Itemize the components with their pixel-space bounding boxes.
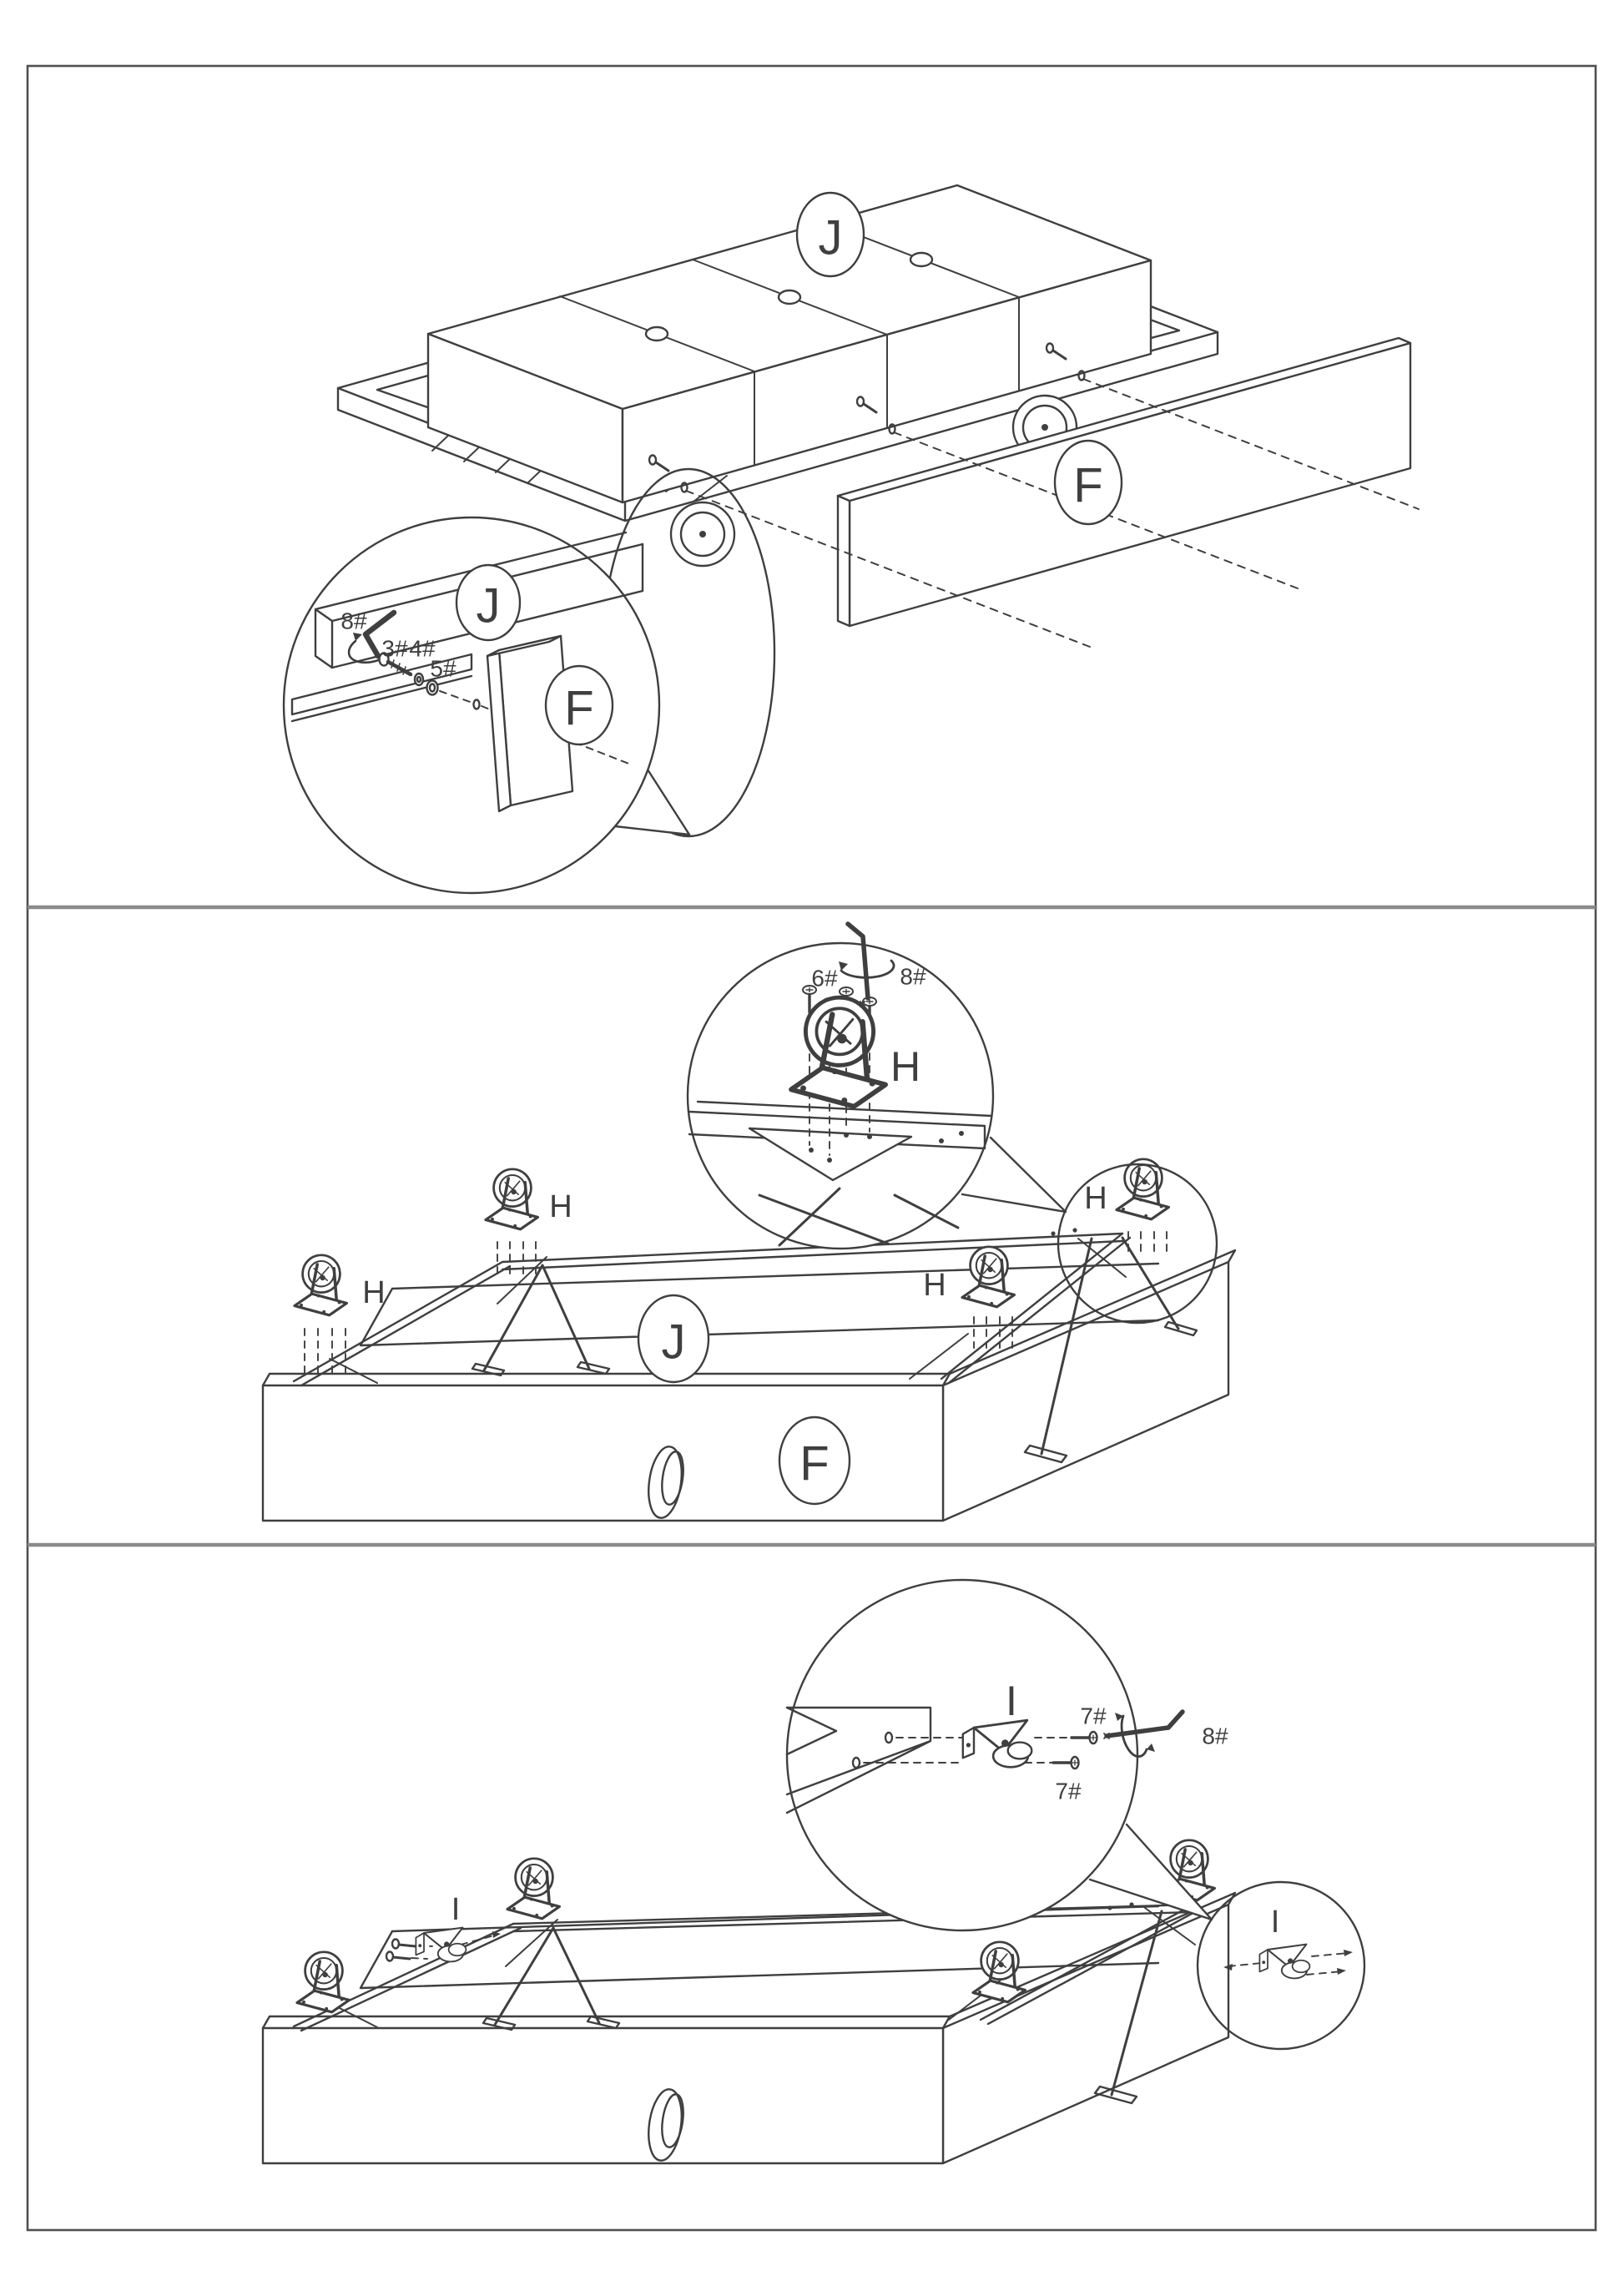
- caster-icon: [507, 1859, 559, 1919]
- label-caster-h-3: H: [923, 1268, 946, 1303]
- label-allen-key-8: 8#: [900, 963, 926, 990]
- label-screw-7-bottom: 7#: [1055, 1778, 1082, 1804]
- tuft-button: [910, 253, 932, 266]
- circled-label-sideboard-f: [1055, 441, 1122, 524]
- label-screw-6: 6#: [811, 965, 838, 992]
- tuft-button: [646, 327, 668, 341]
- svg-text:J: J: [818, 210, 843, 265]
- circled-label-frame-j: [638, 1295, 709, 1382]
- spring-washer-icon: [427, 681, 438, 695]
- diagram-root: [263, 185, 1419, 2163]
- label-glide-i-detail: I: [1006, 1678, 1017, 1724]
- svg-text:F: F: [1073, 458, 1103, 513]
- drawer-box: [263, 1893, 1235, 2163]
- glide-bracket-icon: [1259, 1945, 1309, 1979]
- label-allen-key-8: 8#: [1202, 1723, 1228, 1749]
- inset-glide-assembly: [1223, 1905, 1353, 1978]
- caster-icon: [962, 1247, 1014, 1307]
- svg-text:J: J: [476, 578, 501, 633]
- svg-text:J: J: [661, 1315, 686, 1370]
- label-glide-i-left: I: [451, 1892, 461, 1927]
- label-washer-4: 4#: [409, 635, 436, 662]
- caster-icon: [973, 1942, 1025, 2002]
- drawer-box: [263, 1250, 1235, 1521]
- washer-icon: [415, 674, 423, 685]
- detail-circle-1: [284, 517, 659, 893]
- glide-bracket-icon: [416, 1928, 466, 1962]
- label-caster-h-4: H: [1084, 1181, 1107, 1216]
- caster-icon: [297, 1952, 349, 2012]
- panel-step-3: [263, 1580, 1364, 2163]
- left-glide-assembly: [386, 1892, 501, 1961]
- circled-label-drawer-f: [779, 1417, 850, 1504]
- label-caster-h-2: H: [549, 1189, 572, 1224]
- circled-label-board-f: [546, 666, 613, 744]
- label-spring-washer-5: 5#: [430, 655, 456, 682]
- caster-icon: [486, 1169, 537, 1229]
- circled-label-mattress-j: [797, 193, 864, 276]
- svg-text:F: F: [799, 1436, 830, 1491]
- label-bolt-3: 3#: [381, 635, 408, 662]
- caster-icon: [295, 1255, 346, 1315]
- label-caster-h-detail: H: [890, 1043, 921, 1090]
- label-allen-key-8: 8#: [340, 608, 367, 634]
- panel-step-2: [263, 924, 1235, 1521]
- detail-circle-2: [688, 924, 993, 1249]
- label-glide-i-inset: I: [1270, 1905, 1280, 1940]
- tuft-button: [779, 290, 800, 304]
- svg-text:F: F: [564, 681, 594, 736]
- label-screw-7-top: 7#: [1080, 1703, 1107, 1729]
- panel-step-1: [284, 185, 1419, 893]
- label-caster-h-1: H: [362, 1275, 386, 1310]
- circled-label-frame-j: [456, 565, 520, 640]
